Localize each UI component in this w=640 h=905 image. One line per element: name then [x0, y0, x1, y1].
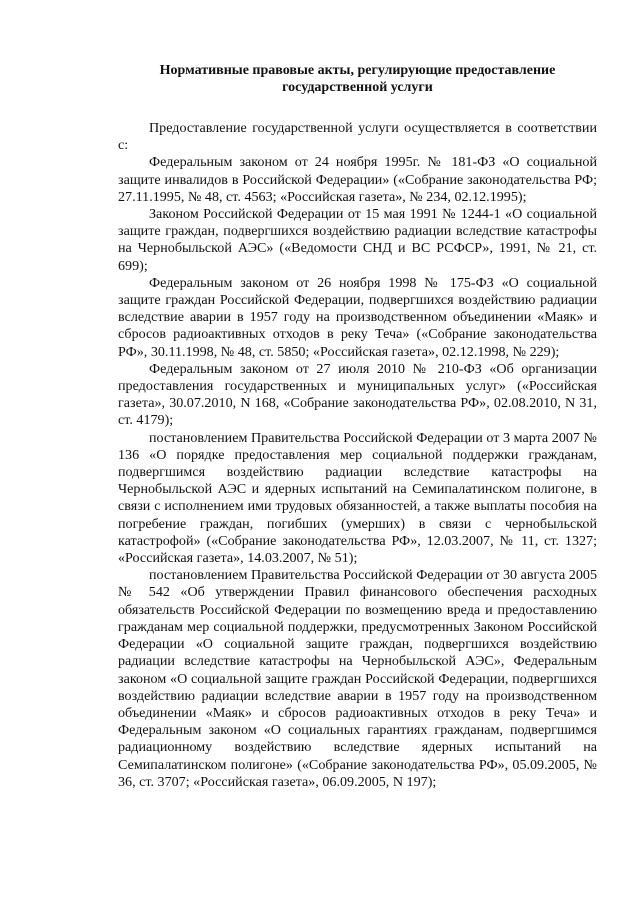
law-1244-1-paragraph: Законом Российской Федерации от 15 мая 1991 № 1244-1 «О социальной защите граждан, подвергшихся воздействию радиации вследствие катастрофы на Чернобыльской АЭС» («Ведомости СНД и ВС РСФСР», 1991, № 21, ст. 699);	[118, 206, 597, 274]
resolution-136-paragraph: постановлением Правительства Российской Федерации от 3 марта 2007 № 136 «О порядке предоставления мер социальной поддержки гражданам, подвергшимся воздействию радиации вследствие катастрофы на Чернобыльской АЭС и ядерных испытаний на Семипалатинском полигоне, в связи с исполнением ими трудовых обязанностей, а также выплаты пособия на погребение граждан, погибших (умерших) в связи с чернобыльской катастрофой» («Собрание законодательства РФ», 12.03.2007, № 11, ст. 1327; «Российская газета», 14.03.2007, № 51);	[118, 429, 597, 567]
document-page	[118, 62, 597, 791]
document-title	[118, 62, 597, 96]
intro-paragraph: Предоставление государственной услуги осуществляется в соответствии с:	[118, 120, 597, 154]
title-line-1: Нормативные правовые акты, регулирующие предоставление	[159, 63, 556, 78]
title-line-2: государственной услуги	[282, 80, 433, 95]
law-181-fz-paragraph: Федеральным законом от 24 ноября 1995г. № 181-ФЗ «О социальной защите инвалидов в Российской Федерации» («Собрание законодательства РФ; 27.11.1995, № 48, ст. 4563; «Российская газета», № 234, 02.12.1995);	[118, 154, 597, 205]
law-175-fz-paragraph: Федеральным законом от 26 ноября 1998 № 175-ФЗ «О социальной защите граждан Российской Федерации, подвергшихся воздействию радиации вследствие аварии в 1957 году на производственном объединении «Маяк» и сбросов радиоактивных отходов в реку Теча» («Собрание законодательства РФ», 30.11.1998, № 48, ст. 5850; «Российская газета», 02.12.1998, № 229);	[118, 274, 597, 360]
law-210-fz-paragraph: Федеральным законом от 27 июля 2010 № 210-ФЗ «Об организации предоставления государственных и муниципальных услуг» («Российская газета», 30.07.2010, N 168, «Собрание законодательства РФ», 02.08.2010, N 31, ст. 4179);	[118, 360, 597, 429]
resolution-542-paragraph: постановлением Правительства Российской Федерации от 30 августа 2005 № 542 «Об утверждении Правил финансового обеспечения расходных обязательств Российской Федерации по возмещению вреда и предоставлению гражданам мер социальной поддержки, предусмотренных Законом Российской Федерации «О социальной защите граждан, подвергшихся воздействию радиации вследствие катастрофы на Чернобыльской АЭС», Федеральным законом «О социальной защите граждан Российской Федерации, подвергшихся воздействию радиации вследствие аварии в 1957 году на производственном объединении «Маяк» и сбросов радиоактивных отходов в реку Теча» и Федеральным законом «О социальных гарантиях гражданам, подвергшимся радиационному воздействию вследствие ядерных испытаний на Семипалатинском полигоне» («Собрание законодательства РФ», 05.09.2005, № 36, ст. 3707; «Российская газета», 06.09.2005, N 197);	[118, 567, 597, 790]
